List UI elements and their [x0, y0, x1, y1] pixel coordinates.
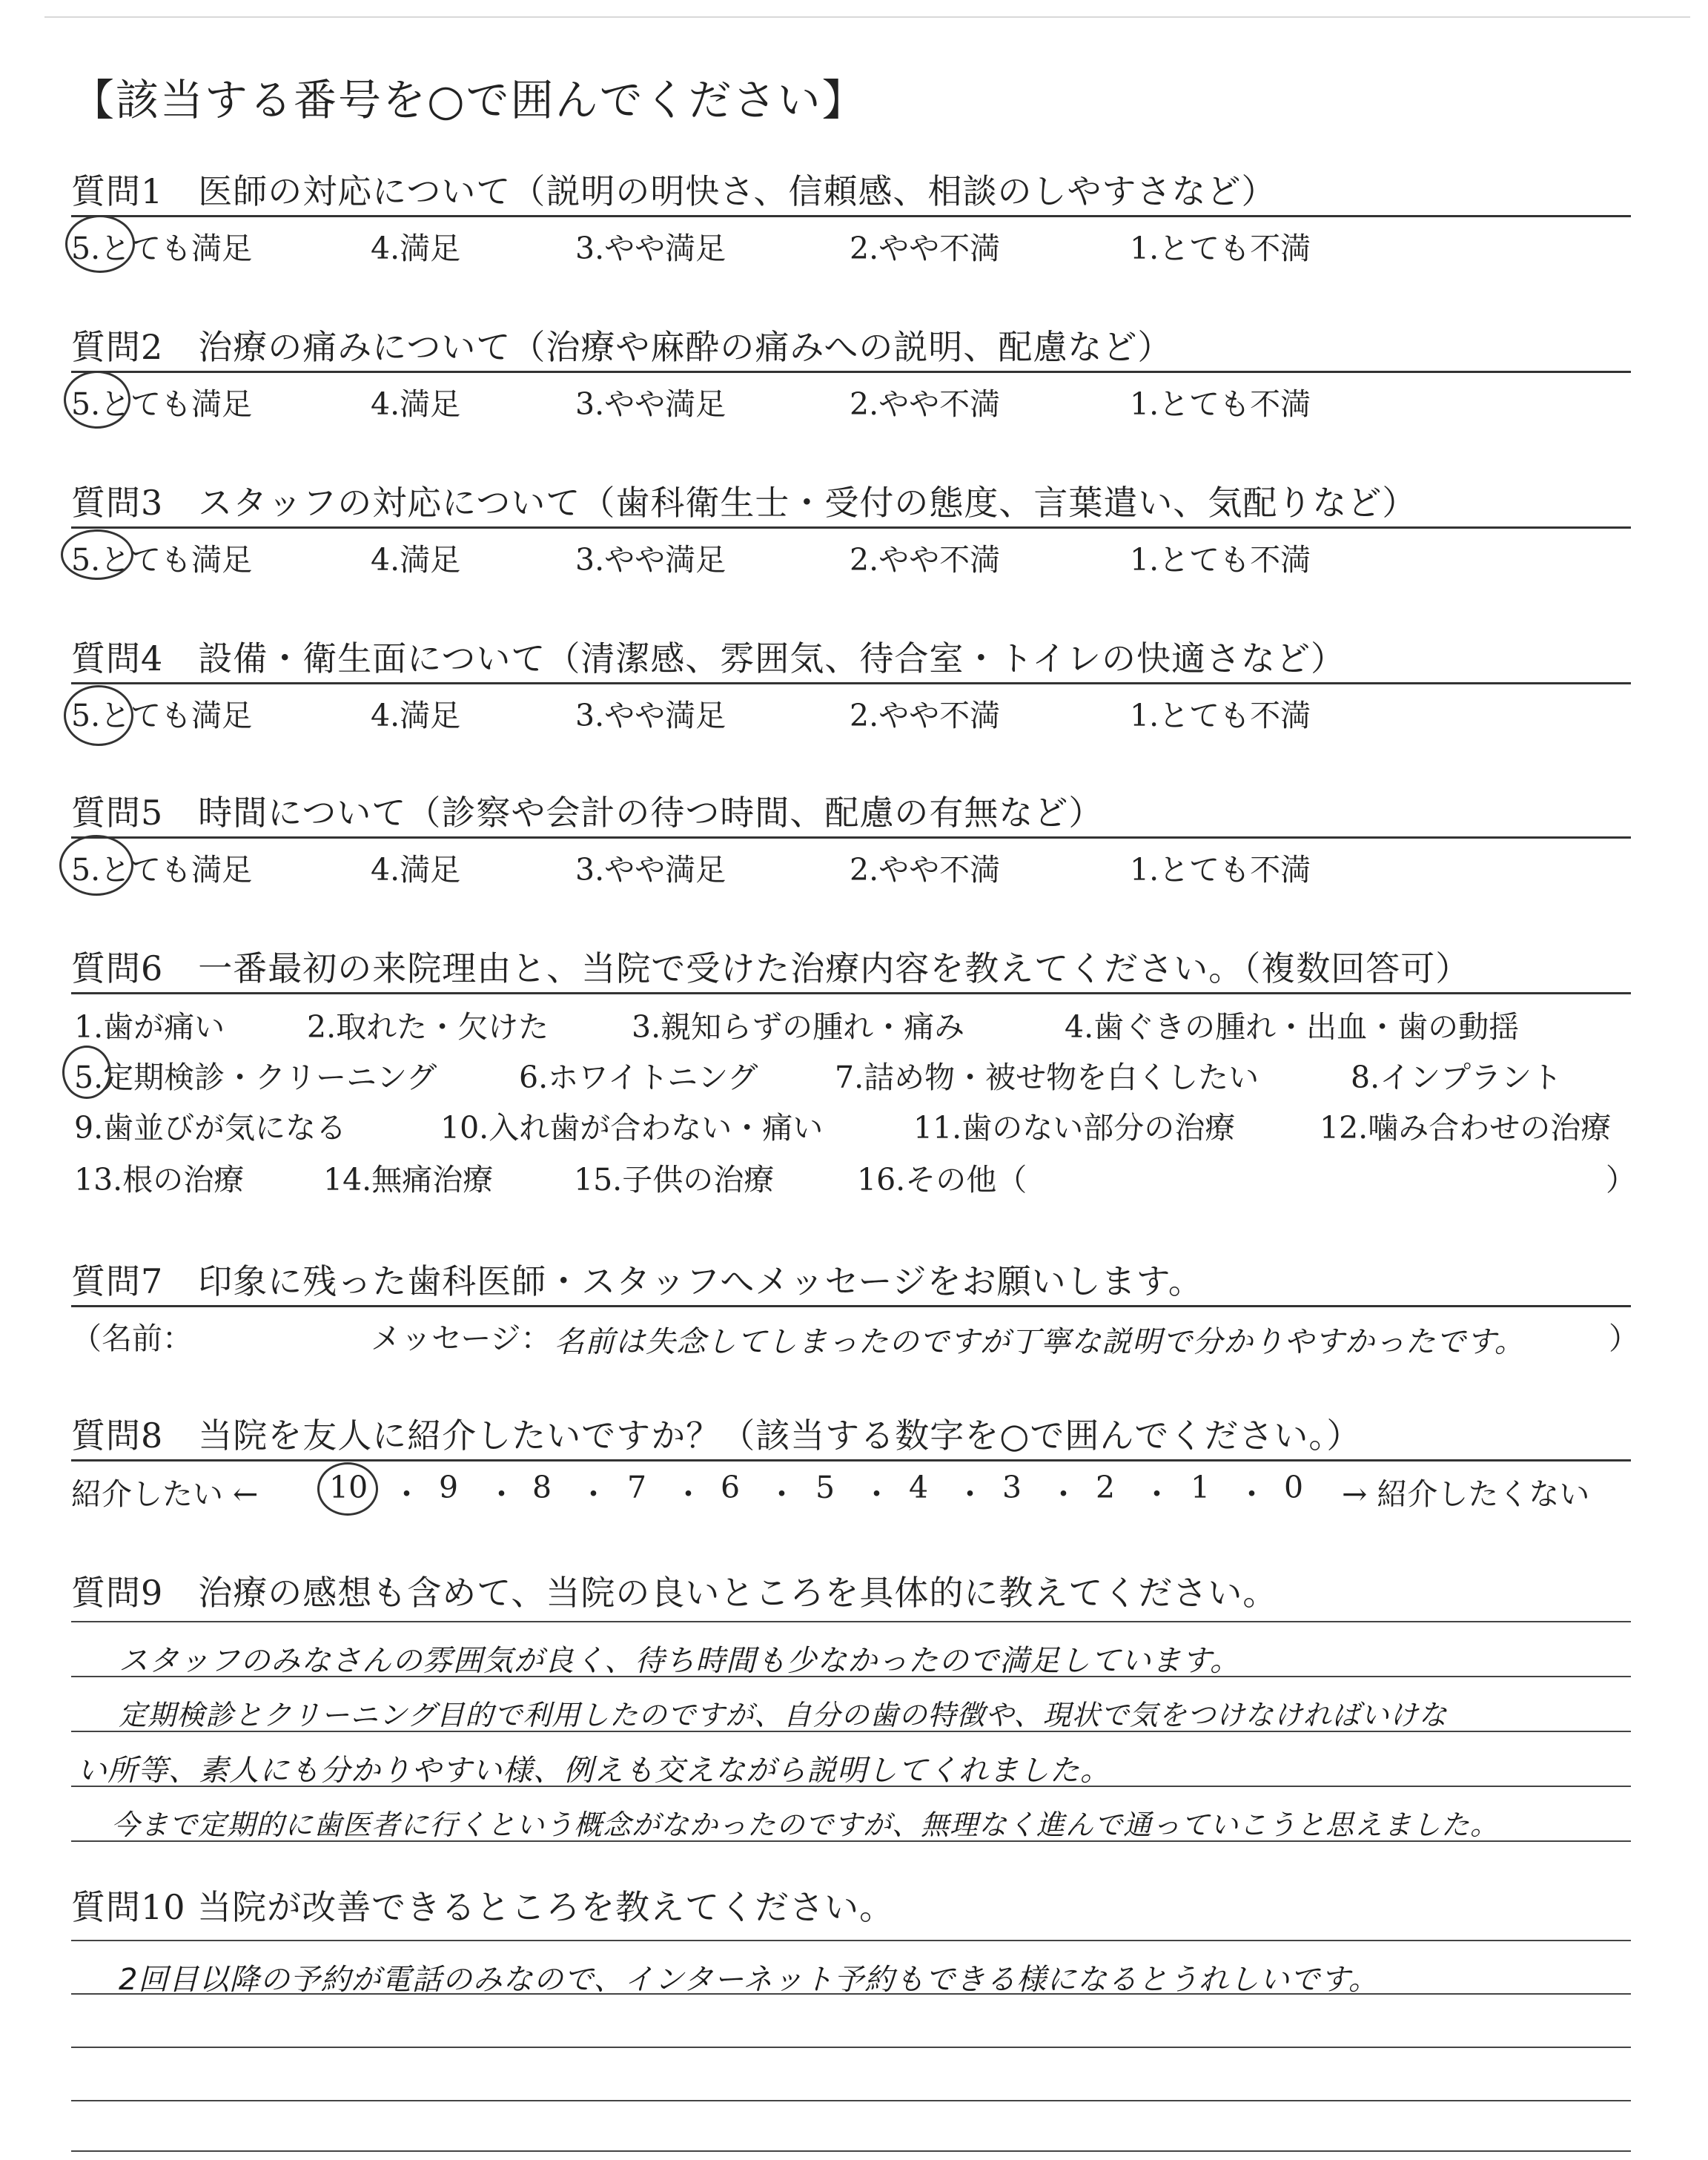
question-1-rule	[71, 215, 1631, 217]
scan-edge	[44, 16, 1690, 18]
q2-option-1[interactable]: 1.とても不満	[1130, 386, 1311, 422]
q6-other-close: ）	[1606, 1162, 1636, 1198]
q6-option-3[interactable]: 3.親知らずの腫れ・痛み	[632, 1009, 965, 1045]
q5-selection-circle	[59, 835, 133, 896]
q7-name-label: （名前：	[71, 1321, 193, 1356]
question-3-heading: 質問3 スタッフの対応について（歯科衛生士・受付の態度、言葉遣い、気配りなど）	[71, 483, 1417, 523]
q8-selection-circle	[317, 1462, 378, 1516]
q6-option-4[interactable]: 4.歯ぐきの腫れ・出血・歯の動揺	[1065, 1009, 1520, 1045]
q6-option-13[interactable]: 13.根の治療	[74, 1162, 245, 1198]
q2-option-4[interactable]: 4.満足	[371, 386, 461, 422]
q8-scale-1[interactable]: 1	[1191, 1470, 1211, 1505]
q2-selection-circle	[64, 371, 130, 429]
q6-option-11[interactable]: 11.歯のない部分の治療	[913, 1110, 1236, 1146]
q3-option-4[interactable]: 4.満足	[371, 542, 461, 578]
q9-answer-line-2[interactable]: 定期検診とクリーニング目的で利用したのですが、自分の歯の特徴や、現状で気をつけなければいけな	[119, 1699, 1448, 1731]
q8-scale-2[interactable]: 2	[1096, 1470, 1116, 1505]
q4-selection-circle	[64, 685, 133, 746]
question-9-heading: 質問9 治療の感想も含めて、当院の良いところを具体的に教えてください。	[71, 1573, 1278, 1613]
question-8-heading: 質問8 当院を友人に紹介したいですか？（該当する数字を○で囲んでください。）	[71, 1416, 1362, 1456]
q10-line-rule-4	[71, 2150, 1631, 2152]
q5-option-3[interactable]: 3.やや満足	[575, 852, 726, 888]
q8-scale-9[interactable]: 9	[439, 1470, 459, 1505]
q1-option-4[interactable]: 4.満足	[371, 231, 461, 266]
q4-option-4[interactable]: 4.満足	[371, 698, 461, 733]
q8-scale-8[interactable]: 8	[532, 1470, 552, 1505]
q6-option-16[interactable]: 16.その他（	[857, 1162, 1027, 1198]
q1-option-5[interactable]: 5.とても満足	[71, 231, 253, 266]
q1-option-3[interactable]: 3.やや満足	[575, 231, 726, 266]
question-2-heading: 質問2 治療の痛みについて（治療や麻酔の痛みへの説明、配慮など）	[71, 327, 1173, 367]
q6-option-7[interactable]: 7.詰め物・被せ物を白くしたい	[835, 1060, 1260, 1095]
q6-option-1[interactable]: 1.歯が痛い	[74, 1009, 225, 1045]
question-8-rule	[71, 1459, 1631, 1462]
q6-option-14[interactable]: 14.無痛治療	[323, 1162, 494, 1198]
question-1-heading: 質問1 医師の対応について（説明の明快さ、信頼感、相談のしやすさなど）	[71, 171, 1277, 211]
q10-line-rule-0	[71, 1940, 1631, 1941]
q8-scale-10[interactable]: 10	[329, 1470, 368, 1505]
q8-scale-0[interactable]: 0	[1284, 1470, 1304, 1505]
q2-option-3[interactable]: 3.やや満足	[575, 386, 726, 422]
q5-option-5[interactable]: 5.とても満足	[71, 852, 253, 888]
q10-line-rule-2	[71, 2047, 1631, 2048]
q3-option-1[interactable]: 1.とても不満	[1130, 542, 1311, 578]
q4-option-3[interactable]: 3.やや満足	[575, 698, 726, 733]
question-5-heading: 質問5 時間について（診察や会計の待つ時間、配慮の有無など）	[71, 793, 1104, 833]
q9-line-rule-0	[71, 1621, 1631, 1622]
q6-option-9[interactable]: 9.歯並びが気になる	[74, 1110, 347, 1146]
q6-option-8[interactable]: 8.インプラント	[1351, 1060, 1563, 1095]
q6-option-5[interactable]: 5.定期検診・クリーニング	[74, 1060, 437, 1095]
q9-answer-line-4[interactable]: 今まで定期的に歯医者に行くという概念がなかったのですが、無理なく進んで通っていこうと思えました。	[111, 1809, 1500, 1841]
question-6-heading: 質問6 一番最初の来院理由と、当院で受けた治療内容を教えてください。（複数回答可）	[71, 948, 1471, 988]
q5-option-4[interactable]: 4.満足	[371, 852, 461, 888]
question-6-rule	[71, 992, 1631, 994]
q3-option-5[interactable]: 5.とても満足	[71, 542, 253, 578]
q7-close: ）	[1609, 1321, 1639, 1356]
q8-scale-3[interactable]: 3	[1002, 1470, 1022, 1505]
page-title: 【該当する番号を○で囲んでください】	[71, 75, 867, 125]
q2-option-5[interactable]: 5.とても満足	[71, 386, 253, 422]
q5-option-1[interactable]: 1.とても不満	[1130, 852, 1311, 888]
question-4-rule	[71, 682, 1631, 684]
q2-option-2[interactable]: 2.やや不満	[850, 386, 1001, 422]
q8-right-label: → 紹介したくない	[1342, 1476, 1590, 1512]
question-5-rule	[71, 836, 1631, 839]
q8-scale-7[interactable]: 7	[627, 1470, 647, 1505]
q1-option-1[interactable]: 1.とても不満	[1130, 231, 1311, 266]
q4-option-5[interactable]: 5.とても満足	[71, 698, 253, 733]
q6-option-6[interactable]: 6.ホワイトニング	[519, 1060, 758, 1095]
q5-option-2[interactable]: 2.やや不満	[850, 852, 1001, 888]
q6-selection-circle	[62, 1046, 111, 1099]
q3-option-2[interactable]: 2.やや不満	[850, 542, 1001, 578]
q6-option-15[interactable]: 15.子供の治療	[574, 1162, 775, 1198]
q9-answer-line-3[interactable]: い所等、素人にも分かりやすい様、例えも交えながら説明してくれました。	[77, 1754, 1110, 1788]
q6-option-2[interactable]: 2.取れた・欠けた	[307, 1009, 549, 1045]
q6-option-10[interactable]: 10.入れ歯が合わない・痛い	[440, 1110, 824, 1146]
q3-option-3[interactable]: 3.やや満足	[575, 542, 726, 578]
q8-scale-4[interactable]: 4	[909, 1470, 929, 1505]
q8-left-label: 紹介したい ←	[71, 1476, 259, 1512]
q8-scale-5[interactable]: 5	[815, 1470, 835, 1505]
question-4-heading: 質問4 設備・衛生面について（清潔感、雰囲気、待合室・トイレの快適さなど）	[71, 638, 1346, 678]
question-3-rule	[71, 526, 1631, 529]
question-7-heading: 質問7 印象に残った歯科医師・スタッフへメッセージをお願いします。	[71, 1261, 1203, 1301]
q6-option-12[interactable]: 12.噛み合わせの治療	[1320, 1110, 1612, 1146]
q10-line-rule-3	[71, 2100, 1631, 2101]
q10-answer-line-1[interactable]: 2回目以降の予約が電話のみなので、インターネット予約もできる様になるとうれしいです。	[119, 1963, 1379, 1997]
q7-message-handwritten[interactable]: 名前は失念してしまったのですが丁寧な説明で分かりやすかったです。	[555, 1325, 1525, 1359]
q3-selection-circle	[61, 529, 133, 580]
q4-option-2[interactable]: 2.やや不満	[850, 698, 1001, 733]
question-7-rule	[71, 1305, 1631, 1307]
q7-message-label: メッセージ：	[371, 1321, 552, 1356]
q4-option-1[interactable]: 1.とても不満	[1130, 698, 1311, 733]
q1-selection-circle	[65, 215, 135, 273]
question-10-heading: 質問10 当院が改善できるところを教えてください。	[71, 1887, 895, 1927]
q9-answer-line-1[interactable]: スタッフのみなさんの雰囲気が良く、待ち時間も少なかったので満足しています。	[119, 1644, 1240, 1678]
question-2-rule	[71, 371, 1631, 373]
q1-option-2[interactable]: 2.やや不満	[850, 231, 1001, 266]
q8-scale-6[interactable]: 6	[721, 1470, 741, 1505]
